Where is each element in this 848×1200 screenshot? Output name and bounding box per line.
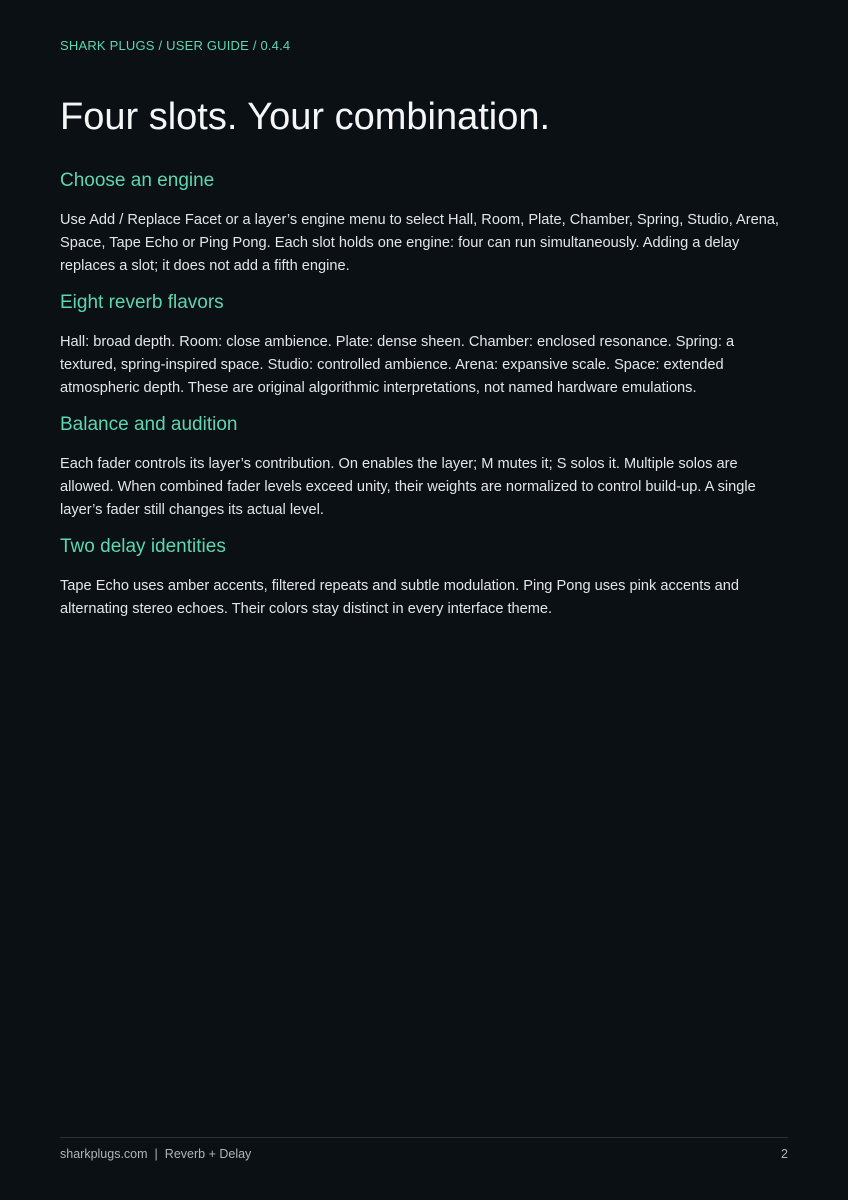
section-choose-engine [60,168,788,278]
section-body: Each fader controls its layer’s contribution. On enables the layer; M mutes it; S solos it. Multiple solos are allowed. When combined fader levels exceed unity, their weights are normalized to control build-up. A single layer’s fader still changes its actual level. [60,456,756,518]
section-delay-identities [60,534,788,621]
footer-separator: | [154,1147,158,1161]
footer-divider [60,1137,788,1138]
section-heading: Eight reverb flavors [60,292,224,313]
section-body: Tape Echo uses amber accents, filtered repeats and subtle modulation. Ping Pong uses pink accents and alternating stereo echoes. Their colors stay distinct in every interface theme. [60,578,740,617]
footer-product: Reverb + Delay [164,1147,252,1161]
section-body: Hall: broad depth. Room: close ambience. Plate: dense sheen. Chamber: enclosed resonance. Spring: a textured, spring-inspired space. Studio: controlled ambience. Arena: expansive scale. Space: extended atmospheric depth. These are original algorithmic interpretations, not named hardware emulations. [60,334,735,396]
section-heading: Two delay identities [60,536,226,557]
content-sections [60,168,788,633]
section-balance-audition [60,412,788,522]
section-reverb-flavors [60,290,788,400]
section-body: Use Add / Replace Facet or a layer’s engine menu to select Hall, Room, Plate, Chamber, Spring, Studio, Arena, Space, Tape Echo or Ping Pong. Each slot holds one engine: four can run simultaneously. Adding a delay replaces a slot; it does not add a fifth engine. [60,212,779,274]
footer-info [60,1147,251,1161]
page-number: 2 [781,1147,788,1161]
footer-site-link[interactable]: sharkplugs.com [60,1147,148,1161]
section-heading: Balance and audition [60,414,238,435]
document-kicker: SHARK PLUGS / USER GUIDE / 0.4.4 [60,38,291,53]
section-heading: Choose an engine [60,170,215,191]
page-title: Four slots. Your combination. [60,96,551,138]
